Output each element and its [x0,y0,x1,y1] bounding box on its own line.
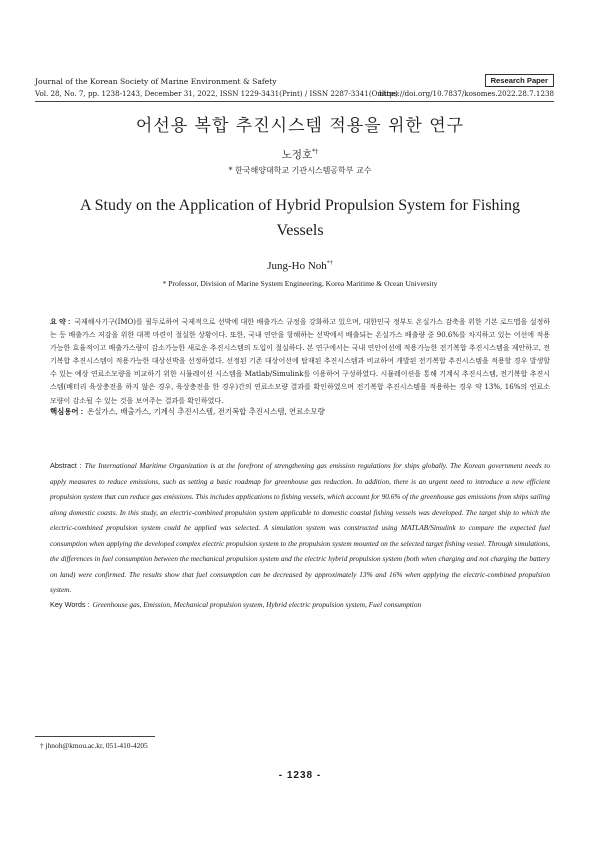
footnote-rule [35,736,155,737]
english-affiliation: * Professor, Division of Marine System Engineering, Korea Maritime & Ocean University [162,279,438,288]
header-rule [35,101,554,102]
volume-issue-line: Vol. 28, No. 7, pp. 1238-1243, December 31, 2022, ISSN 1229-3431(Print) / ISSN 2287-3341(Online) [35,89,399,98]
english-abstract-label: Abstract : [50,461,82,470]
english-keywords-text: Greenhouse gas, Emission, Mechanical propulsion system, Hybrid electric propulsion system, Fuel consumption [92,600,422,609]
english-abstract-text: The International Maritime Organization is at the forefront of strengthening gas emission regulations for ships globally. The Korean government needs to apply measures to reduce emissions, such as setting a basic roadmap for greenhouse gas reduction. In addition, there is an urgent need to introduce a new efficient propulsion system that can reduce gas emissions. This includes applications to fishing vessels, which account for 90.6% of the greenhouse gas emissions from ships sailing along domestic coasts. In this study, an electric-combined propulsion system applicable to domestic coastal fishing vessels was developed. The target ship to which the electric-combined propulsion system could be applied was selected. A simulation system was constructed using MATLAB/Simulink to compare the expected fuel consumption when applying the developed complex electric propulsion system to the propulsion system mounted on the selected target fishing vessel. Through simulations, the differences in fuel consumption between the mechanical propulsion system and the electric hybrid propulsion system (both when charging and not charging the battery on land) were confirmed. The results show that fuel consumption can be decreased by approximately 13% and 16% when applying the electric-combined propulsion system. [50,461,550,594]
korean-author-name: 노정호 [281,149,313,161]
korean-author [0,147,600,162]
korean-affiliation: * 한국해양대학교 기관시스템공학부 교수 [228,166,372,175]
korean-keywords-label: 핵심용어 : [50,407,84,416]
english-keywords-label: Key Words : [50,600,90,609]
english-keywords [50,600,550,609]
korean-keywords-text: 온실가스, 배출가스, 기계식 추진시스템, 전기복합 추진시스템, 연료소모량 [87,407,325,416]
english-author [0,260,600,272]
english-title: A Study on the Application of Hybrid Propulsion System for Fishing Vessels [79,197,520,239]
korean-author-mark: *† [312,148,319,156]
doi-link[interactable]: https://doi.org/10.7837/kosomes.2022.28.7.1238 [379,89,554,98]
korean-abstract-label: 요 약 : [50,319,71,326]
footnote-mark: † [40,741,44,750]
korean-abstract-text: 국제해사기구(IMO)를 필두로하여 국제적으로 선박에 대한 배출가스 규정을 강화하고 있으며, 대한민국 정부도 온실가스 감축을 위한 기본 로드맵을 설정하는 등 배출가스 저감을 위한 대책 마련이 절실한 상황이다. 또한, 국내 연안을 항해하는 선박에서 배출되는 온실가스 배출량 중 90.6%를 차지하고 있는 어선에 적용가능한 효율적이고 배출가스량이 감소가능한 새로운 추진시스템의 도입이 절실하다. 본 연구에서는 국내 연안어선에 적용가능한 전기복합 추진시스템을 제안하고, 전기복합 추진시스템이 적용가능한 대상선박을 선정하였다. 선정된 기존 대상어선에 탑재된 추진시스템과 비교하여 개발된 전기복합 추진시스템을 적용할 경우 발생할 수 있는 예상 연료소모량을 비교하기 위한 시뮬레이션 시스템을 Matlab/Simulink를 이용하여 구성하였다. 시뮬레이션을 통해 기계식 추진시스템, 전기복합 추진시스템(배터리 육상충전을 하지 않은 경우, 육상충전을 한 경우)간의 연료소모량 결과를 확인하였으며 전기복합 추진시스템을 적용하는 경우 약 13%, 16%의 연료소모량이 감소될 수 있는 것을 보여주는 결과를 확인하였다. [50,318,550,405]
corresponding-author-footnote [40,741,148,750]
article-type-badge: Research Paper [485,74,554,87]
footnote-text: jhnoh@kmou.ac.kr, 051-410-4205 [45,741,148,750]
korean-keywords [50,406,550,417]
korean-abstract [50,316,550,408]
english-author-mark: *† [326,260,333,267]
english-abstract [50,458,550,598]
journal-name: Journal of the Korean Society of Marine Environment & Safety [35,77,277,86]
page-number: - 1238 - [278,770,322,781]
english-author-name: Jung-Ho Noh [267,260,327,272]
korean-title: 어선용 복합 추진시스템 적용을 위한 연구 [135,116,465,136]
